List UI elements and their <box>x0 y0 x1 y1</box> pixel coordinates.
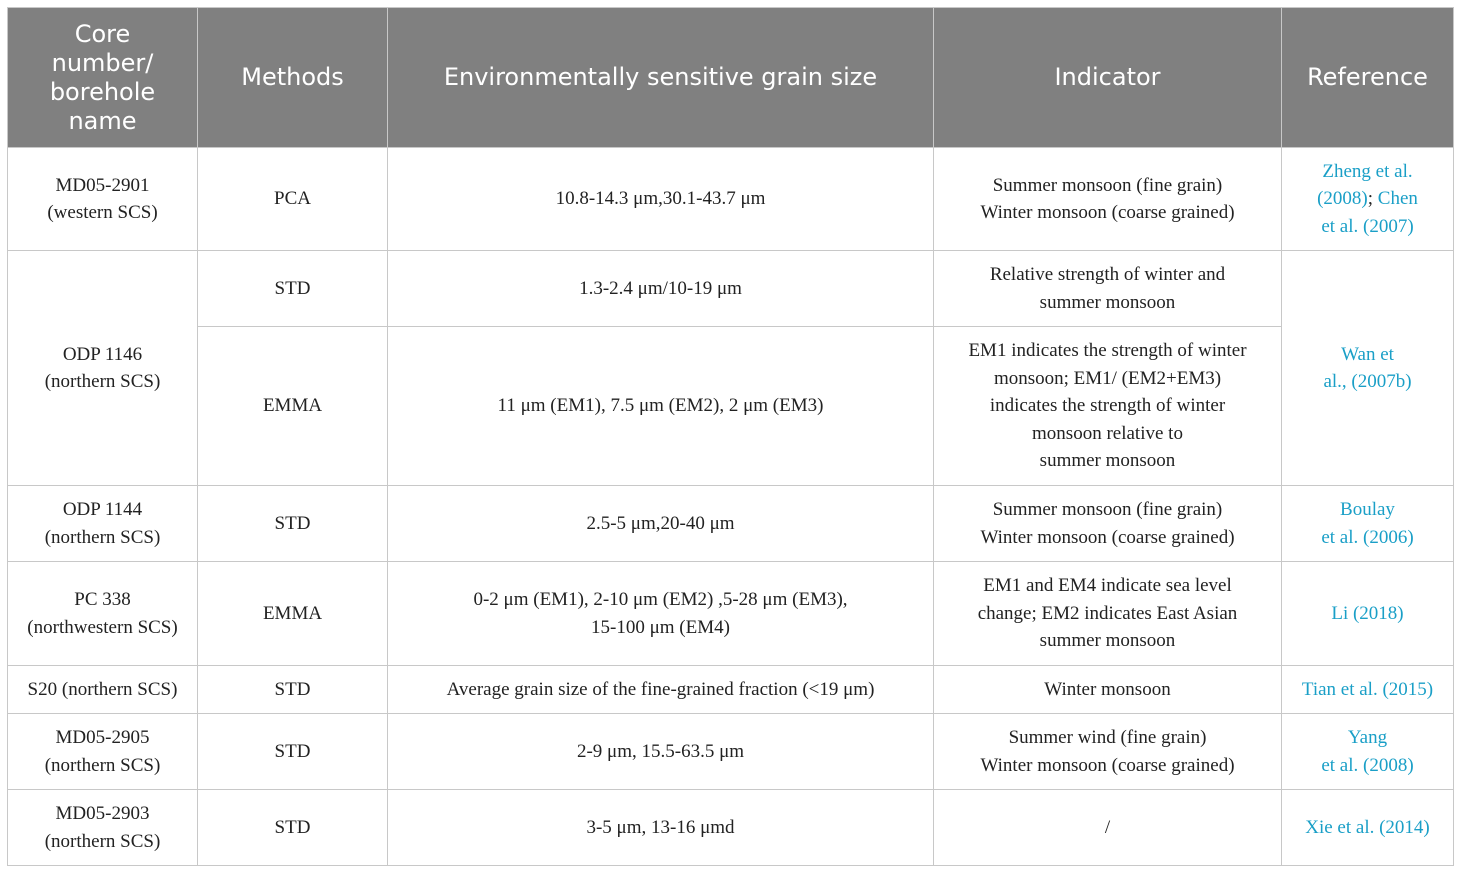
reference-link-chen[interactable]: Chen <box>1377 188 1418 210</box>
indicator-cell <box>934 714 1282 790</box>
header-methods: Methods <box>198 8 388 148</box>
header-indicator: Indicator <box>934 8 1282 148</box>
indicator-cell <box>934 251 1282 327</box>
reference-cell <box>1282 486 1454 562</box>
table-row <box>8 251 1454 327</box>
reference-link-wan-year[interactable]: al., (2007b) <box>1323 371 1412 392</box>
core-name: ODP 1146 <box>62 343 143 365</box>
method-cell: EMMA <box>198 327 388 486</box>
method-cell: STD <box>198 486 388 562</box>
grain-cell <box>388 562 934 666</box>
indicator-cell <box>934 666 1282 714</box>
reference-link-wan[interactable]: Wan et <box>1341 343 1394 365</box>
indicator-line: Winter monsoon (coarse grained) <box>980 526 1235 548</box>
reference-cell <box>1282 666 1454 714</box>
indicator-line: monsoon relative to <box>1032 422 1183 444</box>
indicator-line: summer monsoon <box>1039 630 1176 652</box>
core-cell <box>8 486 198 562</box>
header-grain-size: Environmentally sensitive grain size <box>388 8 934 148</box>
indicator-cell <box>934 562 1282 666</box>
grain-cell <box>388 666 934 714</box>
header-core-line: borehole <box>49 77 156 106</box>
indicator-line: summer monsoon <box>1039 291 1176 313</box>
method-cell: STD <box>198 251 388 327</box>
core-name: S20 (northern SCS) <box>27 678 178 700</box>
core-cell <box>8 148 198 251</box>
reference-cell <box>1282 790 1454 866</box>
indicator-line: change; EM2 indicates East Asian <box>977 602 1238 624</box>
header-core-line: number/ <box>51 48 154 77</box>
indicator-line: summer monsoon <box>1039 450 1176 472</box>
header-reference: Reference <box>1282 8 1454 148</box>
indicator-cell <box>934 327 1282 486</box>
core-location: (western SCS) <box>47 202 158 223</box>
method-cell: STD <box>198 714 388 790</box>
table-row <box>8 714 1454 790</box>
grain-cell <box>388 790 934 866</box>
grain-cell <box>388 148 934 251</box>
grain-size-table <box>7 7 1454 866</box>
reference-link-zheng[interactable]: Zheng et al. <box>1322 160 1413 182</box>
core-location: (northern SCS) <box>44 830 161 852</box>
core-name: MD05-2903 <box>55 803 150 824</box>
core-name: PC 338 <box>74 589 131 610</box>
reference-cell <box>1282 714 1454 790</box>
indicator-line: monsoon; EM1/ (EM2+EM3) <box>993 367 1222 389</box>
indicator-cell <box>934 486 1282 562</box>
indicator-cell <box>934 790 1282 866</box>
reference-link-boulay-year[interactable]: et al. (2006) <box>1321 526 1414 548</box>
header-core-line: name <box>68 106 137 135</box>
indicator-line: Summer wind (fine grain) <box>1008 727 1207 748</box>
reference-link-zheng-year[interactable]: (2008) <box>1317 188 1368 210</box>
table-row <box>8 562 1454 666</box>
reference-separator: ; <box>1367 188 1378 210</box>
table-row <box>8 486 1454 562</box>
reference-cell <box>1282 251 1454 486</box>
core-name: MD05-2901 <box>55 174 150 196</box>
method-cell: PCA <box>198 148 388 251</box>
table-row <box>8 666 1454 714</box>
grain-line: Average grain size of the fine-grained fraction (<19 μm) <box>446 678 875 700</box>
grain-line: 10.8-14.3 μm,30.1-43.7 μm <box>555 188 766 210</box>
reference-cell <box>1282 562 1454 666</box>
indicator-line: Summer monsoon (fine grain) <box>992 174 1223 196</box>
grain-line: 3-5 μm, 13-16 μmd <box>586 816 735 838</box>
table-row <box>8 790 1454 866</box>
grain-line: 11 μm (EM1), 7.5 μm (EM2), 2 μm (EM3) <box>497 395 824 417</box>
header-row <box>8 8 1454 148</box>
core-cell <box>8 790 198 866</box>
grain-line: 1.3-2.4 μm/10-19 μm <box>579 277 742 299</box>
core-cell <box>8 666 198 714</box>
reference-link-tian[interactable]: Tian et al. (2015) <box>1301 678 1434 700</box>
indicator-cell <box>934 148 1282 251</box>
reference-link-yang[interactable]: Yang <box>1347 727 1388 748</box>
indicator-line: EM1 indicates the strength of winter <box>968 340 1247 362</box>
method-cell: STD <box>198 666 388 714</box>
header-core-line: Core <box>74 19 131 48</box>
grain-cell <box>388 251 934 327</box>
indicator-line: indicates the strength of winter <box>989 395 1226 417</box>
core-name: MD05-2905 <box>55 727 150 748</box>
indicator-line: / <box>1104 816 1111 838</box>
core-location: (northwestern SCS) <box>27 616 178 638</box>
indicator-line: EM1 and EM4 indicate sea level <box>983 575 1232 597</box>
grain-cell <box>388 486 934 562</box>
reference-link-boulay[interactable]: Boulay <box>1340 499 1395 520</box>
reference-link-chen-year[interactable]: et al. (2007) <box>1321 215 1414 237</box>
header-core <box>8 8 198 148</box>
indicator-line: Winter monsoon (coarse grained) <box>980 202 1235 223</box>
grain-line: 2-9 μm, 15.5-63.5 μm <box>576 740 745 762</box>
table-row <box>8 148 1454 251</box>
core-cell <box>8 714 198 790</box>
method-cell: STD <box>198 790 388 866</box>
core-location: (northern SCS) <box>44 754 161 776</box>
grain-line: 2.5-5 μm,20-40 μm <box>586 512 735 534</box>
grain-line: 15-100 μm (EM4) <box>591 616 730 638</box>
core-cell <box>8 562 198 666</box>
core-cell <box>8 251 198 486</box>
grain-line: 0-2 μm (EM1), 2-10 μm (EM2) ,5-28 μm (EM3), <box>473 589 848 610</box>
core-name: ODP 1144 <box>62 499 143 520</box>
reference-link-xie[interactable]: Xie et al. (2014) <box>1305 816 1430 838</box>
indicator-line: Summer monsoon (fine grain) <box>992 499 1223 520</box>
table-row <box>8 327 1454 486</box>
core-location: (northern SCS) <box>44 371 161 392</box>
reference-cell <box>1282 148 1454 251</box>
indicator-line: Relative strength of winter and <box>989 264 1226 285</box>
indicator-line: Winter monsoon (coarse grained) <box>980 754 1235 776</box>
core-location: (northern SCS) <box>44 526 161 548</box>
reference-link-yang-year[interactable]: et al. (2008) <box>1321 754 1414 776</box>
method-cell: EMMA <box>198 562 388 666</box>
reference-link-li[interactable]: Li (2018) <box>1331 602 1404 624</box>
grain-cell <box>388 714 934 790</box>
grain-cell <box>388 327 934 486</box>
indicator-line: Winter monsoon <box>1044 678 1171 700</box>
